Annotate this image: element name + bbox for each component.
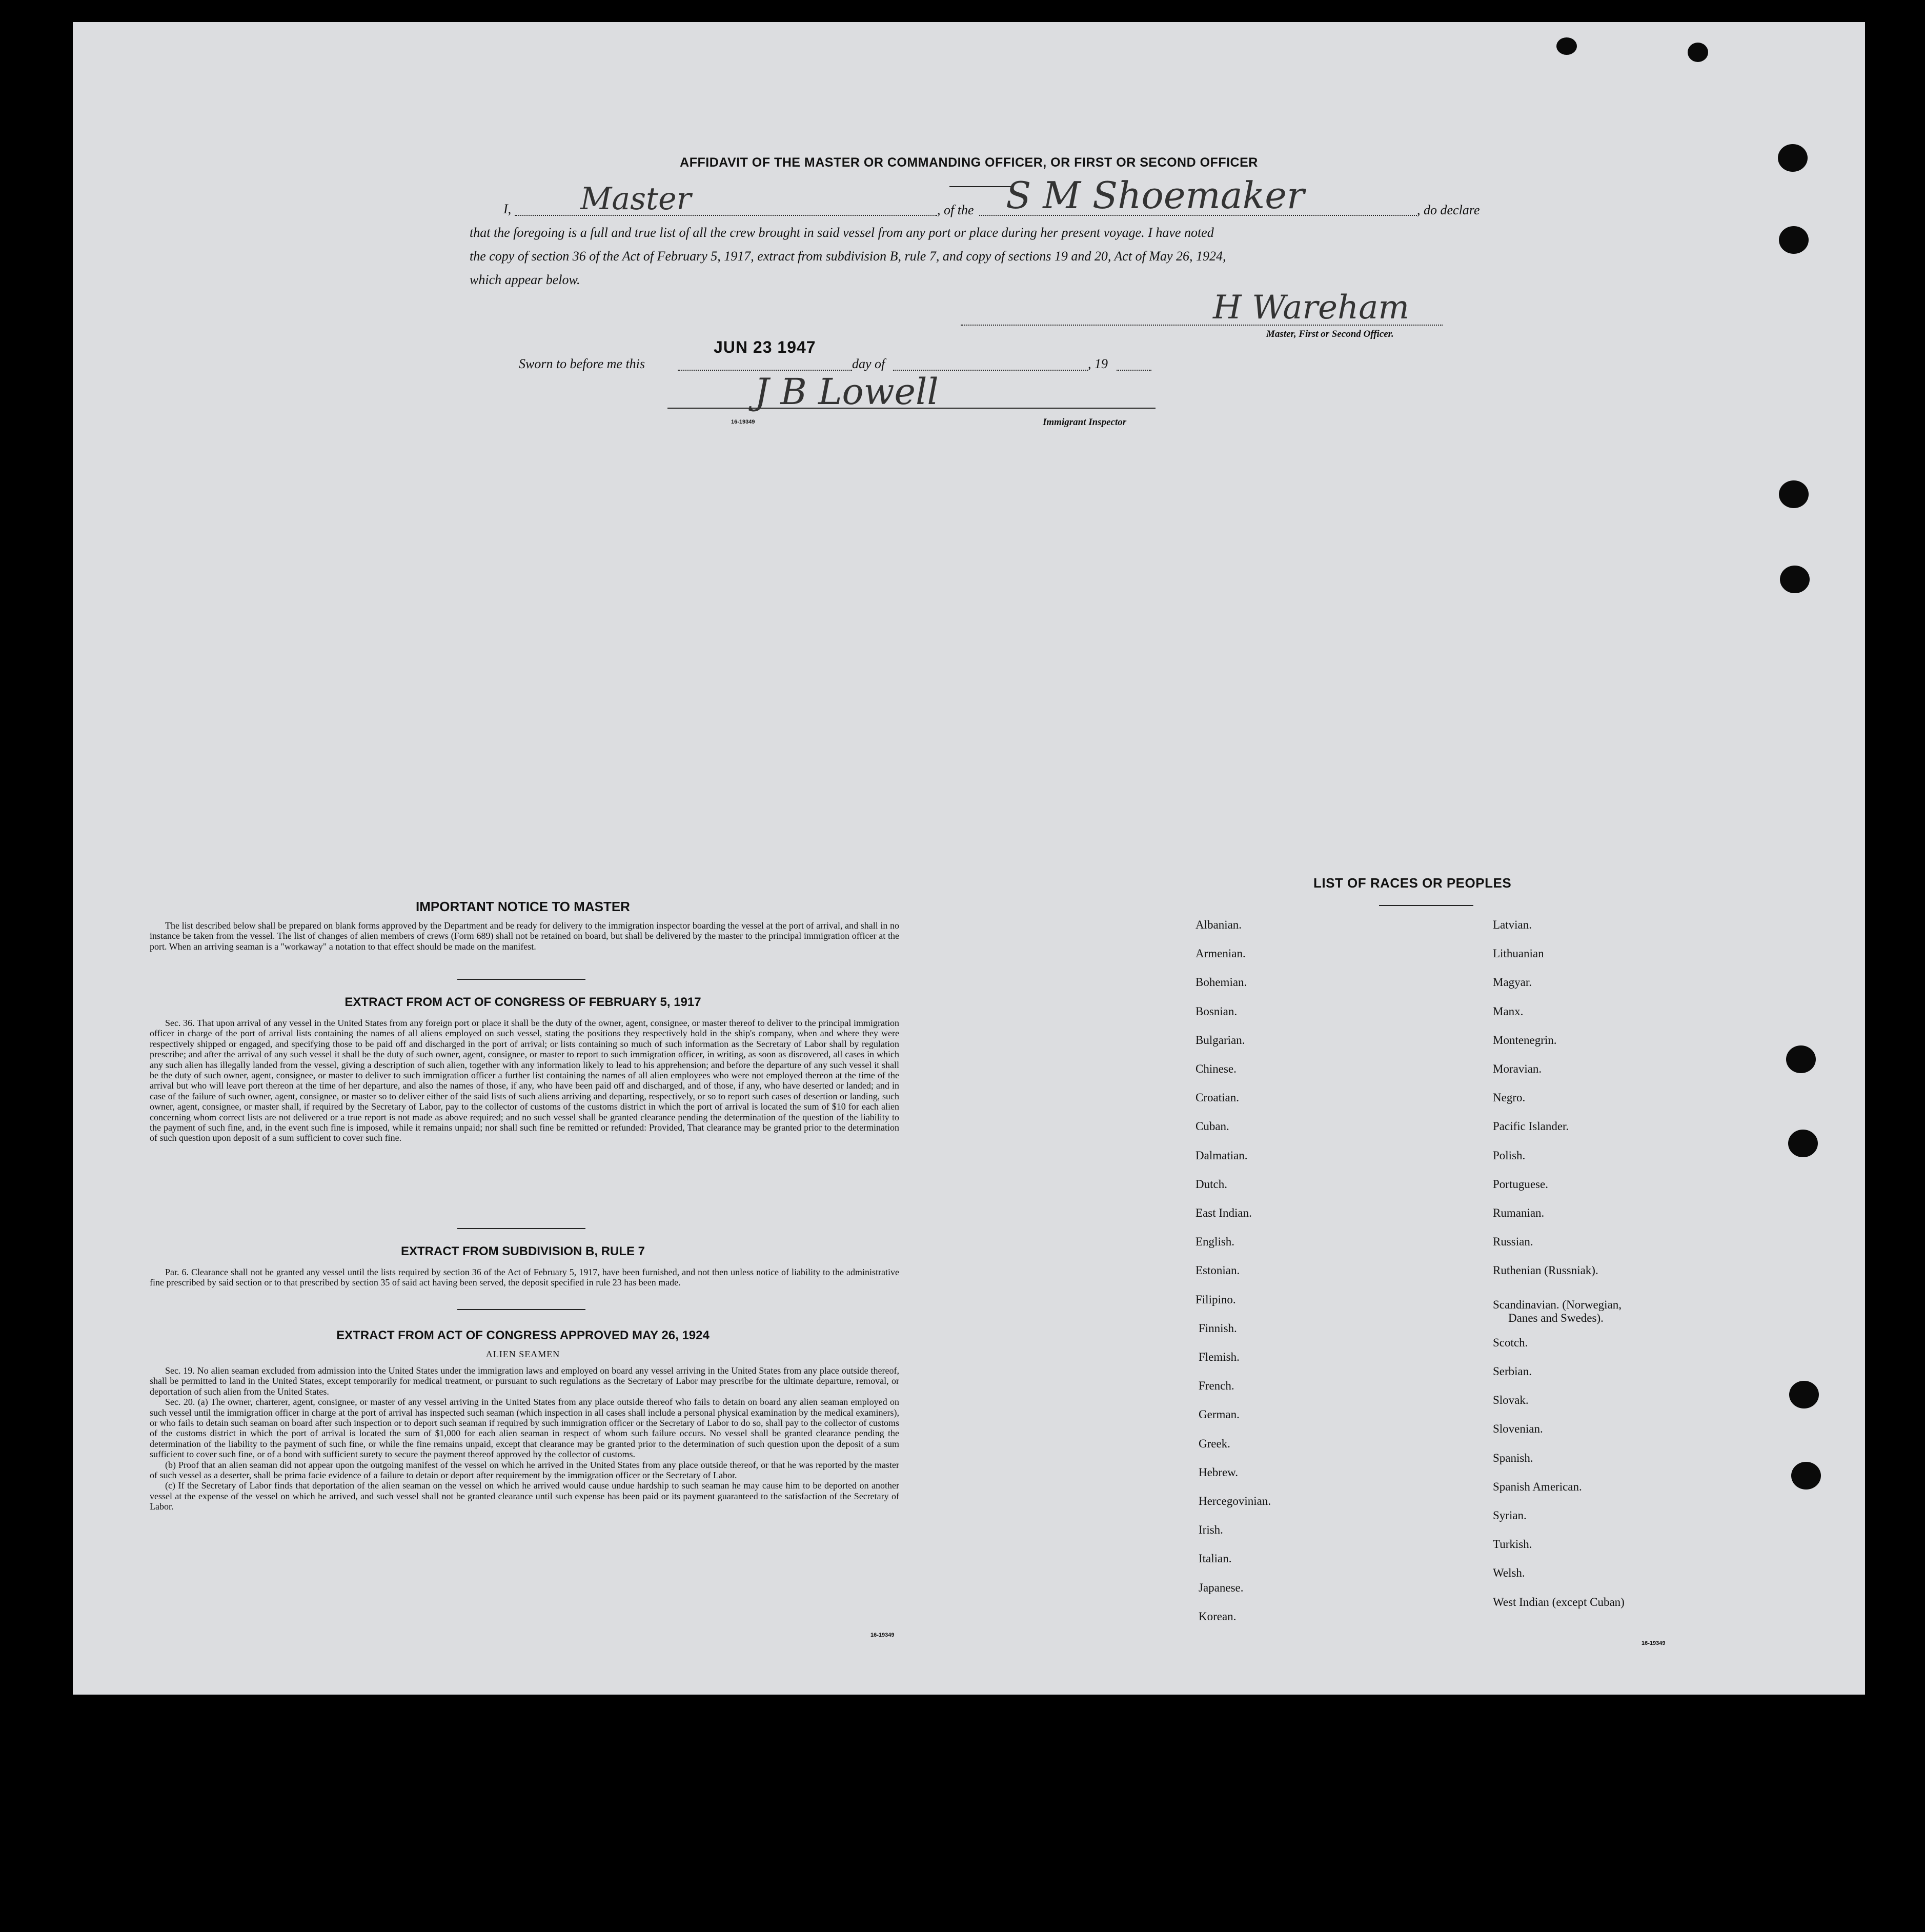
race-item: Bohemian.	[1195, 976, 1247, 989]
race-item: Serbian.	[1493, 1365, 1532, 1378]
i-label: I,	[503, 202, 512, 216]
punch-hole	[1780, 566, 1810, 593]
race-item: East Indian.	[1195, 1206, 1252, 1219]
race-item: German.	[1199, 1408, 1240, 1421]
race-item: Pacific Islander.	[1493, 1120, 1569, 1133]
inspector-label: Immigrant Inspector	[1043, 417, 1127, 428]
affidavit-title: AFFIDAVIT OF THE MASTER OR COMMANDING OFFICER, OR FIRST OR SECOND OFFICER	[680, 155, 1258, 170]
punch-hole	[1688, 43, 1708, 62]
punch-hole	[1778, 144, 1808, 172]
extract-rule7-title: EXTRACT FROM SUBDIVISION B, RULE 7	[400, 1244, 645, 1258]
extract-1917-paragraph: Sec. 36. That upon arrival of any vessel in the United States from any foreign port or place it shall be the duty of the owner, agent, consignee, or master thereof to deliver to the principal immigration officer in charge of the port of arrival lists containing the names of all aliens employed on such vessel, stating the positions they respectively hold in the ship's company, when and where they were respectively shipped or engaged, and specifying those to be paid off and discharged in the port of arrival; or lists containing so much of such information as the Secretary of Labor shall by regulation prescribe; and after the arrival of any such vessel it shall be the duty of such owner, agent, consignee, or master to report to such immigration officer, in writing, as soon as discovered, all cases in which any such alien has illegally landed from the vessel, giving a description of such alien, together with any information likely to lead to his apprehension; and before the departure of any such vessel it shall be the duty of such owner, agent, consignee, or master to deliver to such immigration officer a further list containing the names of all alien employees who were not employed thereon at the time of the arrival but who will leave port thereon at the time of her departure, and also the names of those, if any, who have been paid off and discharged, and of those, if any, who have deserted or landed; and in case of the failure of such owner, agent, consignee, or master so to deliver either of the said lists of such aliens arriving and departing, respectively, or so to report such cases of desertion or landing, such owner, agent, consignee, or master shall, if required by the Secretary of Labor, pay to the collector of customs of the customs district in which the port of arrival is located the sum of $10 for each alien concerning whom correct lists are not delivered or a true report is not made as above required; and no such vessel shall be granted clearance pending the determination of the question of the liability to the payment of such fine, and, in the event such fine is imposed, while it remains unpaid; nor shall such fine be remitted or refunded: Provided, That clearance may be granted prior to the determination of such question upon deposit of a sum sufficient to cover such fine.	[150, 1018, 899, 1143]
day-of-label: day of	[852, 356, 885, 371]
race-item: Flemish.	[1199, 1351, 1240, 1363]
race-item: Irish.	[1199, 1523, 1223, 1537]
punch-hole	[1786, 1045, 1816, 1073]
extract-1924-text	[150, 1365, 899, 1512]
race-item: Welsh.	[1493, 1566, 1525, 1580]
race-item: Filipino.	[1195, 1293, 1236, 1306]
race-item: Montenegrin.	[1493, 1033, 1557, 1046]
extract-1917-text	[150, 1018, 899, 1143]
sworn-year-line	[1117, 370, 1151, 371]
form-code: 16-19349	[870, 1632, 895, 1638]
races-divider	[1379, 905, 1473, 906]
race-item: Spanish American.	[1493, 1480, 1582, 1493]
form-code: 16-19349	[731, 419, 755, 425]
race-item: Chinese.	[1195, 1062, 1237, 1075]
race-item: Manx.	[1493, 1004, 1524, 1018]
section-divider	[457, 979, 585, 980]
race-item: West Indian (except Cuban)	[1493, 1595, 1625, 1608]
declare-label: , do declare	[1417, 203, 1480, 217]
notice-title: IMPORTANT NOTICE TO MASTER	[416, 899, 630, 914]
races-title: LIST OF RACES OR PEOPLES	[1313, 875, 1512, 891]
race-item: Moravian.	[1493, 1062, 1542, 1075]
race-item: Rumanian.	[1493, 1206, 1545, 1219]
sec20b-paragraph: (b) Proof that an alien seaman did not appear upon the outgoing manifest of the vessel on which he arrived in the United States from any place outside thereof, or that he was reported by the master of such vessel as a deserter, shall be prima facie evidence of a failure to detain or deport after requirement by the immigration officer or the Secretary of Labor.	[150, 1459, 899, 1481]
document-page	[73, 22, 1865, 1695]
race-item: Slovak.	[1493, 1394, 1529, 1407]
race-item: French.	[1199, 1379, 1234, 1393]
race-item: Bosnian.	[1195, 1004, 1238, 1018]
race-item: English.	[1195, 1235, 1235, 1249]
race-item: Portuguese.	[1493, 1177, 1548, 1191]
punch-hole	[1788, 1130, 1818, 1157]
extract-1924-title: EXTRACT FROM ACT OF CONGRESS APPROVED MAY 26, 1924	[336, 1329, 710, 1342]
race-item: Bulgarian.	[1195, 1033, 1245, 1046]
sec20a-paragraph: Sec. 20. (a) The owner, charterer, agent, consignee, or master of any vessel arriving in the United States from any place outside thereof who fails to detain on board any alien seaman employed on such vessel until the immigration officer in charge at the port of arrival has inspected such seaman (which inspection in all cases shall include a personal physical examination by the medical examiners), or who fails to detain such seaman on board after such inspection or to deport such seaman if required by such immigration officer or the Secretary of Labor to do so, shall pay to the collector of customs of the customs district in which the port of arrival is located the sum of $1,000 for each alien seaman in respect of whom such failure occurs. No vessel shall be granted clearance pending the determination of the liability to the payment of such fine, or while the fine remains unpaid, except that clearance may be granted prior to the determination of such question upon the deposit of a sum sufficient to cover such fine, or of a bond with sufficient surety to secure the payment thereof approved by the collector of customs.	[150, 1397, 899, 1460]
race-item: Lithuanian	[1493, 947, 1544, 960]
name-line	[515, 215, 937, 216]
notice-text	[150, 920, 899, 952]
extract-rule7-paragraph: Par. 6. Clearance shall not be granted any vessel until the lists required by section 36 of the Act of February 5, 1917, have been furnished, and not then unless notice of liability to the administrative fine prescribed by said section or to that prescribed by section 35 of said act having been served, the deposit specified in rule 23 has been made.	[150, 1267, 899, 1288]
race-item: Danes and Swedes).	[1508, 1311, 1604, 1324]
signer-label: Master, First or Second Officer.	[1266, 329, 1394, 339]
title-rule	[949, 186, 1011, 187]
extract-1924-subtitle: ALIEN SEAMEN	[485, 1349, 560, 1359]
punch-hole	[1789, 1381, 1819, 1408]
of-the-label: , of the	[937, 203, 974, 217]
race-item: Magyar.	[1493, 976, 1532, 989]
race-item: Syrian.	[1493, 1509, 1527, 1522]
affidavit-body-line3: which appear below.	[470, 272, 580, 287]
race-item: Greek.	[1199, 1437, 1230, 1450]
race-item: Scotch.	[1493, 1336, 1528, 1349]
race-item: Estonian.	[1195, 1264, 1240, 1277]
race-item: Hebrew.	[1199, 1465, 1239, 1479]
race-item: Dalmatian.	[1195, 1149, 1248, 1162]
race-item: Slovenian.	[1493, 1422, 1543, 1436]
race-item: Ruthenian (Russniak).	[1493, 1264, 1598, 1277]
affidavit-body-line2: the copy of section 36 of the Act of February 5, 1917, extract from subdivision B, rule 7, and copy of sections 19 and 20, Act of May 26, 1924,	[470, 249, 1226, 264]
punch-hole	[1791, 1462, 1821, 1490]
race-item: Finnish.	[1199, 1321, 1237, 1335]
race-item: Dutch.	[1195, 1177, 1227, 1191]
notice-paragraph: The list described below shall be prepared on blank forms approved by the Department and be ready for delivery to the immigration inspector boarding the vessel at the port of arrival, and shall in no instance be taken from the vessel. The list of changes of alien members of crews (Form 689) shall not be retained on board, but shall be delivered by the master to the principal immigration officer at the port. When an arriving seaman is a "workaway" a notation to that effect should be made on the manifest.	[150, 920, 899, 952]
year-label: , 19	[1088, 356, 1108, 371]
race-item: Italian.	[1199, 1552, 1232, 1565]
race-item: Russian.	[1493, 1235, 1533, 1249]
affidavit-body-line1: that the foregoing is a full and true list of all the crew brought in said vessel from any port or place during her present voyage. I have noted	[470, 225, 1214, 240]
race-item: Negro.	[1493, 1091, 1526, 1104]
section-divider	[457, 1228, 585, 1229]
race-item: Albanian.	[1195, 918, 1242, 931]
race-item: Armenian.	[1195, 947, 1246, 960]
extract-rule7-text	[150, 1267, 899, 1288]
punch-hole	[1556, 37, 1577, 55]
race-item: Polish.	[1493, 1149, 1526, 1162]
race-item: Korean.	[1199, 1609, 1237, 1623]
officer-signature: H Wareham	[1213, 289, 1410, 327]
punch-hole	[1779, 480, 1809, 508]
extract-1917-title: EXTRACT FROM ACT OF CONGRESS OF FEBRUARY 5, 1917	[345, 995, 701, 1009]
vessel-name-handwritten: S M Shoemaker	[1006, 174, 1305, 217]
inspector-signature: J B Lowell	[755, 371, 939, 413]
race-item: Croatian.	[1195, 1091, 1239, 1104]
sworn-label: Sworn to before me this	[519, 356, 645, 371]
race-item: Cuban.	[1195, 1120, 1229, 1133]
race-item: Latvian.	[1493, 918, 1532, 931]
punch-hole	[1779, 226, 1809, 254]
race-item: Hercegovinian.	[1199, 1495, 1271, 1507]
master-name-handwritten: Master	[580, 181, 692, 217]
race-item: Turkish.	[1493, 1538, 1532, 1551]
race-item: Japanese.	[1199, 1581, 1244, 1594]
form-code: 16-19349	[1642, 1640, 1666, 1646]
race-item: Scandinavian. (Norwegian,	[1493, 1298, 1622, 1311]
date-stamp: JUN 23 1947	[714, 338, 816, 356]
sec20c-paragraph: (c) If the Secretary of Labor finds that deportation of the alien seaman on the vessel on which he arrived would cause undue hardship to such seaman he may cause him to be deported on another vessel at the expense of the vessel on which he arrived, and such vessel shall not be granted clearance until such expense has been paid or its payment guaranteed to the satisfaction of the Secretary of Labor.	[150, 1480, 899, 1512]
race-item: Spanish.	[1493, 1451, 1533, 1464]
sec19-paragraph: Sec. 19. No alien seaman excluded from admission into the United States under the immigration laws and employed on board any vessel arriving in the United States from any place outside thereof, shall be permitted to land in the United States, except temporarily for medical treatment, or pursuant to such regulations as the Secretary of Labor may prescribe for the ultimate departure, removal, or deportation of such alien from the United States.	[150, 1365, 899, 1397]
section-divider	[457, 1309, 585, 1310]
